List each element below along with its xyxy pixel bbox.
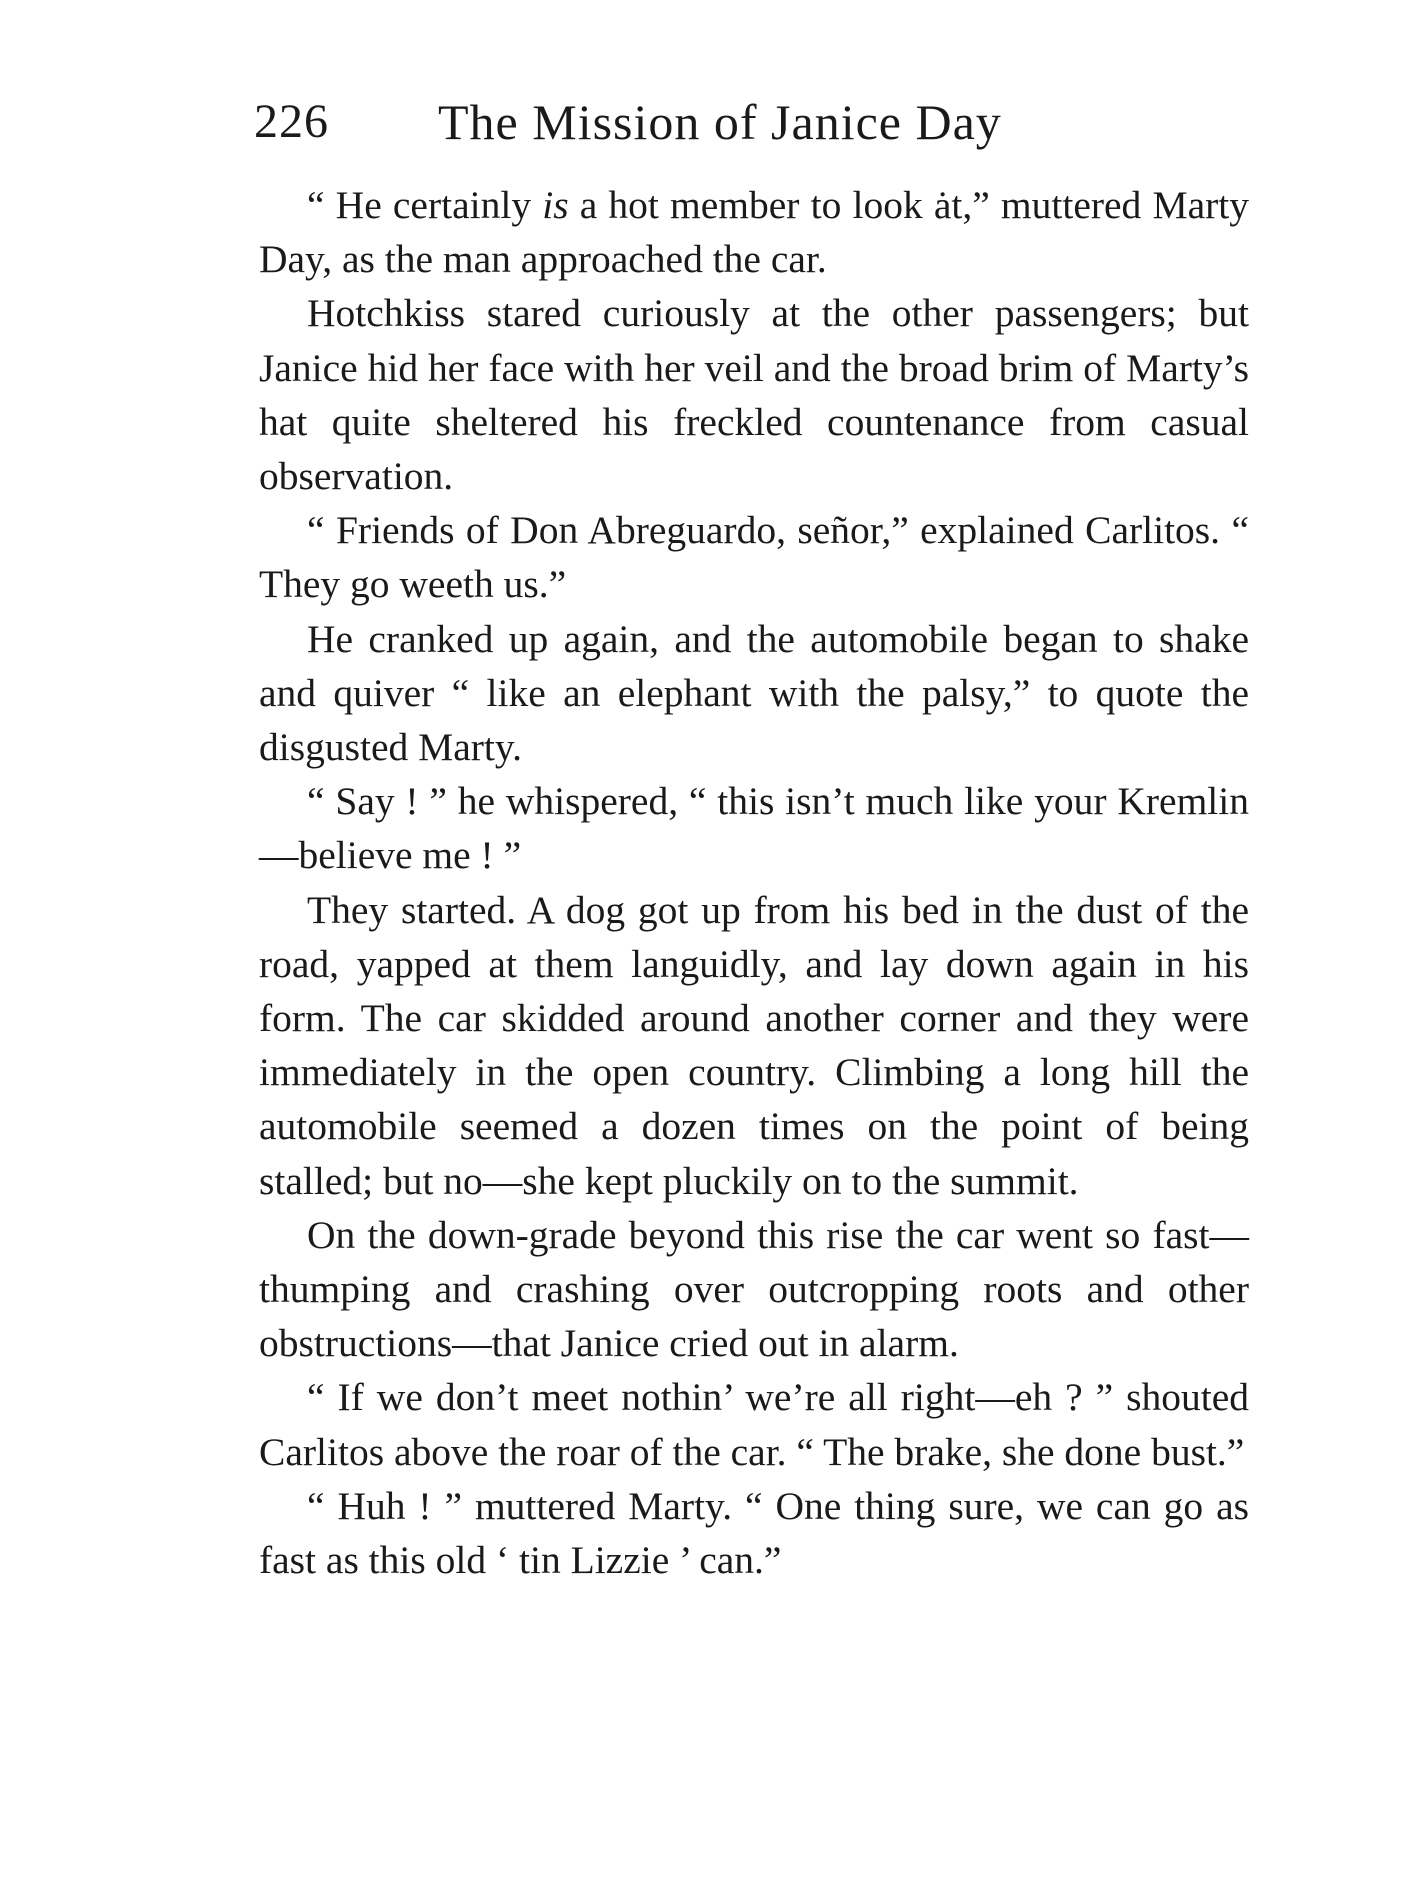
- paragraph: “ Friends of Don Abreguardo, señor,” explained Carlitos. “ They go weeth us.”: [259, 508, 1249, 607]
- paragraph: They started. A dog got up from his bed in the dust of the road, yapped at them languidly, and lay down again in his form. The car skidded around another corner and they were immediately in the open country. Climbing a long hill the automobile seemed a dozen times on the point of being stalled; but no—she kept pluckily on to the summit.: [259, 887, 1249, 1203]
- paragraph: Hotchkiss stared curiously at the other passengers; but Janice hid her face with her veil and the broad brim of Marty’s hat quite sheltered his freckled countenance from casual observation.: [259, 291, 1249, 499]
- paragraph: “ He certainly is a hot member to look ȧt,” muttered Marty Day, as the man approached the car.: [259, 183, 1249, 282]
- running-title: The Mission of Janice Day: [438, 94, 1002, 150]
- page-header: [254, 92, 1254, 152]
- page-number: 226: [254, 95, 329, 148]
- paragraph: “ Say ! ” he whispered, “ this isn’t much like your Kremlin—believe me ! ”: [259, 779, 1249, 878]
- emphasis: is: [542, 183, 569, 227]
- paragraph: On the down-grade beyond this rise the car went so fast—thumping and crashing over outcropping roots and other obstructions—that Janice cried out in alarm.: [259, 1212, 1249, 1366]
- paragraph: “ If we don’t meet nothin’ we’re all right—eh ? ” shouted Carlitos above the roar of the car. “ The brake, she done bust.”: [259, 1375, 1249, 1474]
- paragraph: He cranked up again, and the automobile began to shake and quiver “ like an elephant with the palsy,” to quote the disgusted Marty.: [259, 616, 1249, 770]
- paragraph: “ Huh ! ” muttered Marty. “ One thing sure, we can go as fast as this old ‘ tin Lizzie ’ can.”: [259, 1483, 1249, 1583]
- body-text: [259, 178, 1249, 1587]
